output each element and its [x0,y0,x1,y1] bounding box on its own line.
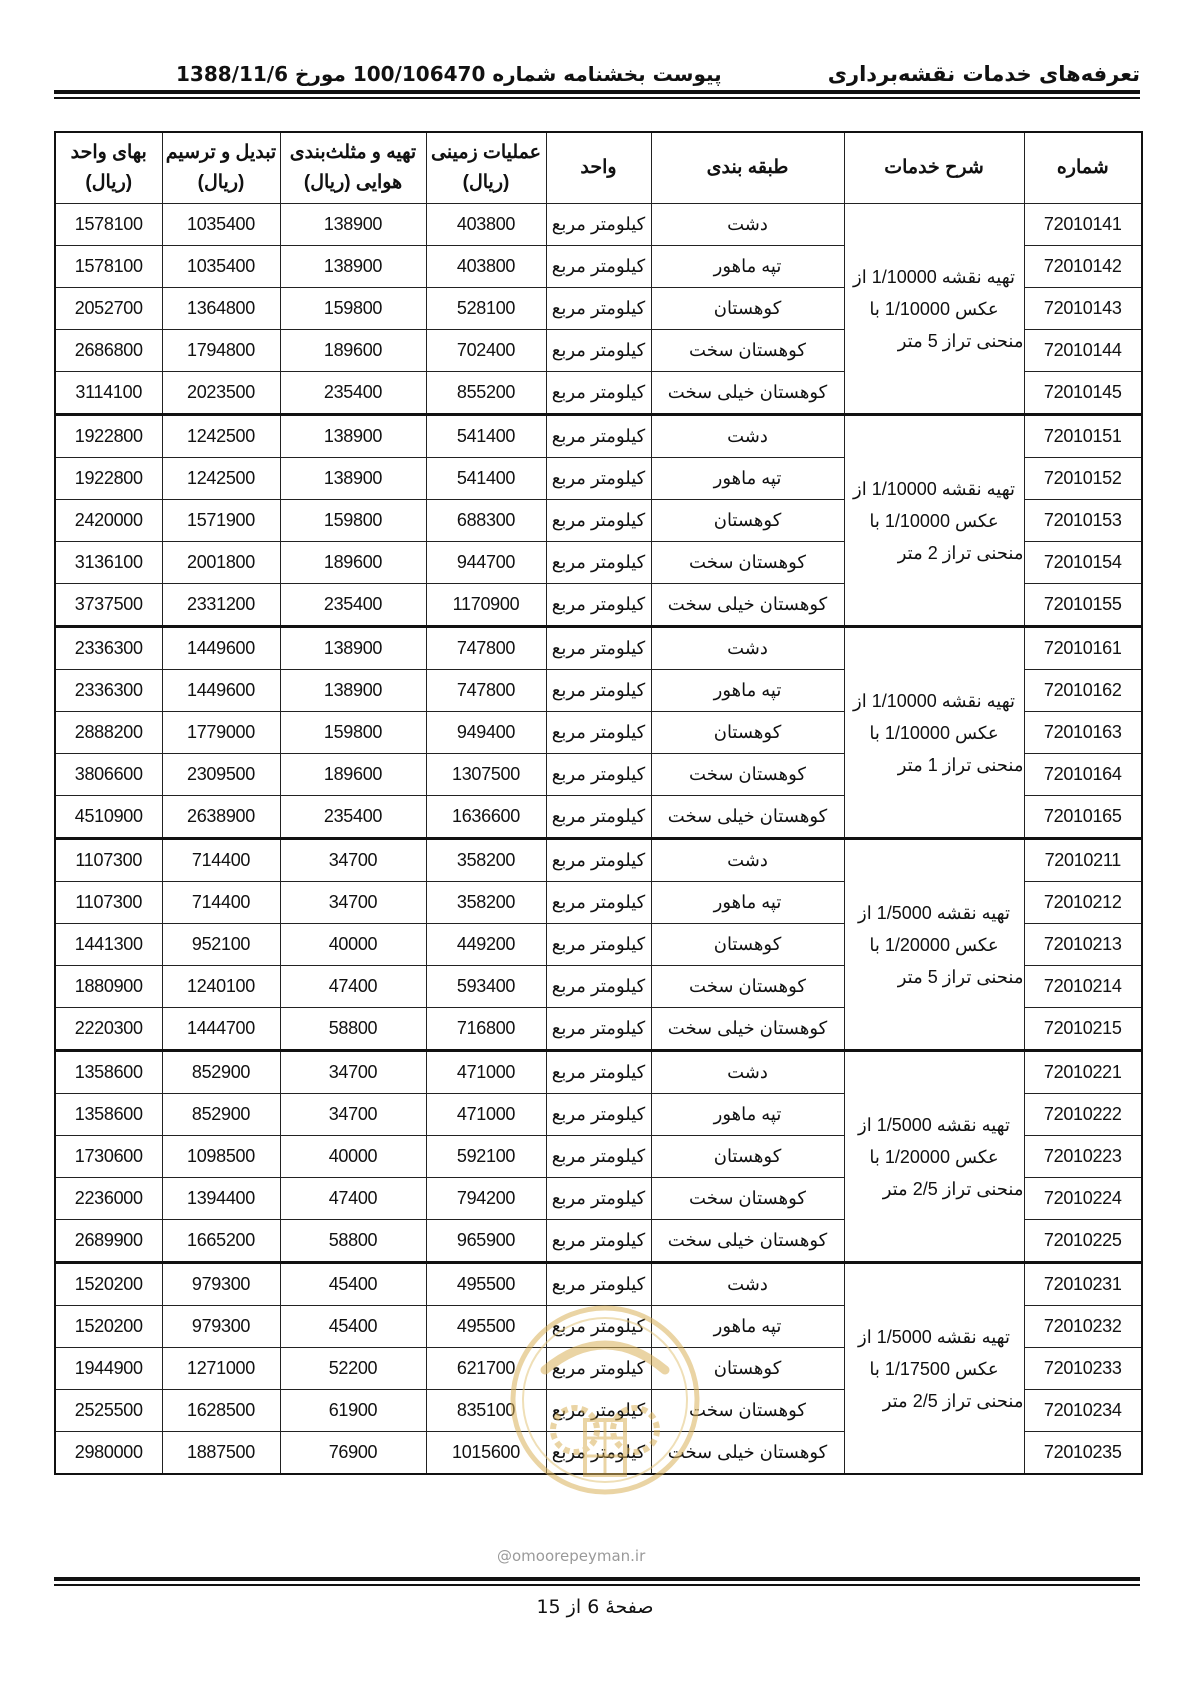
unit-price-cell: 1441300 [55,924,162,966]
drafting-cost-cell: 2309500 [162,754,280,796]
classification-cell: کوهستان خیلی سخت [651,796,844,839]
aerial-cost-cell: 61900 [280,1390,426,1432]
code-cell: 72010143 [1024,288,1142,330]
drafting-cost-cell: 852900 [162,1051,280,1094]
unit-cell: کیلومتر مربع [546,1263,651,1306]
drafting-cost-cell: 979300 [162,1306,280,1348]
service-description-cell: تهیه نقشه 1/10000 از عکس 1/10000 با منحنی تراز 2 متر [844,415,1024,627]
ground-ops-cell: 592100 [426,1136,546,1178]
code-cell: 72010215 [1024,1008,1142,1051]
unit-cell: کیلومتر مربع [546,204,651,246]
unit-price-cell: 2525500 [55,1390,162,1432]
unit-cell: کیلومتر مربع [546,1348,651,1390]
classification-cell: تپه ماهور [651,246,844,288]
classification-cell: کوهستان خیلی سخت [651,584,844,627]
code-cell: 72010231 [1024,1263,1142,1306]
unit-cell: کیلومتر مربع [546,1390,651,1432]
aerial-cost-cell: 58800 [280,1008,426,1051]
aerial-cost-cell: 45400 [280,1263,426,1306]
header-aerial: تهیه و مثلث‌بندی هوایی (ریال) [280,132,426,204]
classification-cell: کوهستان سخت [651,966,844,1008]
drafting-cost-cell: 1794800 [162,330,280,372]
unit-cell: کیلومتر مربع [546,839,651,882]
drafting-cost-cell: 852900 [162,1094,280,1136]
unit-price-cell: 2336300 [55,670,162,712]
aerial-cost-cell: 47400 [280,966,426,1008]
drafting-cost-cell: 1242500 [162,458,280,500]
classification-cell: تپه ماهور [651,882,844,924]
unit-price-cell: 1578100 [55,204,162,246]
classification-cell: دشت [651,1263,844,1306]
unit-cell: کیلومتر مربع [546,627,651,670]
aerial-cost-cell: 40000 [280,924,426,966]
watermark-site-text: @omoorepeyman.ir [497,1547,646,1565]
unit-price-cell: 1520200 [55,1306,162,1348]
table-row [55,1051,1142,1094]
drafting-cost-cell: 1449600 [162,627,280,670]
ground-ops-cell: 403800 [426,246,546,288]
attachment-reference: پیوست بخشنامه شماره 100/106470 مورخ 1388/11/6 [176,62,722,86]
classification-cell: کوهستان خیلی سخت [651,1008,844,1051]
code-cell: 72010225 [1024,1220,1142,1263]
header-drafting: تبدیل و ترسیم (ریال) [162,132,280,204]
aerial-cost-cell: 138900 [280,204,426,246]
aerial-cost-cell: 235400 [280,584,426,627]
unit-cell: کیلومتر مربع [546,584,651,627]
code-cell: 72010211 [1024,839,1142,882]
ground-ops-cell: 358200 [426,882,546,924]
unit-price-cell: 2980000 [55,1432,162,1475]
ground-ops-cell: 593400 [426,966,546,1008]
unit-price-cell: 2420000 [55,500,162,542]
unit-price-cell: 1358600 [55,1051,162,1094]
header-unit: واحد [546,132,651,204]
drafting-cost-cell: 1364800 [162,288,280,330]
ground-ops-cell: 495500 [426,1263,546,1306]
aerial-cost-cell: 138900 [280,458,426,500]
classification-cell: دشت [651,839,844,882]
aerial-cost-cell: 159800 [280,288,426,330]
classification-cell: کوهستان خیلی سخت [651,1432,844,1475]
classification-cell: تپه ماهور [651,1306,844,1348]
aerial-cost-cell: 34700 [280,882,426,924]
unit-price-cell: 1520200 [55,1263,162,1306]
ground-ops-cell: 358200 [426,839,546,882]
ground-ops-cell: 1636600 [426,796,546,839]
ground-ops-cell: 835100 [426,1390,546,1432]
drafting-cost-cell: 1271000 [162,1348,280,1390]
drafting-cost-cell: 1628500 [162,1390,280,1432]
drafting-cost-cell: 1240100 [162,966,280,1008]
aerial-cost-cell: 159800 [280,500,426,542]
unit-price-cell: 2689900 [55,1220,162,1263]
unit-cell: کیلومتر مربع [546,1094,651,1136]
classification-cell: دشت [651,627,844,670]
unit-price-cell: 2686800 [55,330,162,372]
code-cell: 72010224 [1024,1178,1142,1220]
service-description-cell: تهیه نقشه 1/10000 از عکس 1/10000 با منحنی تراز 1 متر [844,627,1024,839]
unit-cell: کیلومتر مربع [546,372,651,415]
unit-price-cell: 1922800 [55,458,162,500]
code-cell: 72010162 [1024,670,1142,712]
unit-price-cell: 3136100 [55,542,162,584]
unit-price-cell: 1358600 [55,1094,162,1136]
classification-cell: کوهستان [651,924,844,966]
unit-price-cell: 1578100 [55,246,162,288]
table-row [55,1263,1142,1306]
ground-ops-cell: 965900 [426,1220,546,1263]
table-row [55,839,1142,882]
classification-cell: کوهستان سخت [651,542,844,584]
unit-cell: کیلومتر مربع [546,1220,651,1263]
unit-price-cell: 3806600 [55,754,162,796]
aerial-cost-cell: 189600 [280,330,426,372]
aerial-cost-cell: 159800 [280,712,426,754]
classification-cell: تپه ماهور [651,670,844,712]
aerial-cost-cell: 47400 [280,1178,426,1220]
ground-ops-cell: 747800 [426,627,546,670]
code-cell: 72010144 [1024,330,1142,372]
table-header-row [55,132,1142,204]
unit-cell: کیلومتر مربع [546,1432,651,1475]
aerial-cost-cell: 138900 [280,246,426,288]
ground-ops-cell: 1170900 [426,584,546,627]
code-cell: 72010141 [1024,204,1142,246]
unit-cell: کیلومتر مربع [546,1178,651,1220]
aerial-cost-cell: 58800 [280,1220,426,1263]
classification-cell: کوهستان [651,1348,844,1390]
unit-cell: کیلومتر مربع [546,458,651,500]
classification-cell: کوهستان [651,288,844,330]
ground-ops-cell: 702400 [426,330,546,372]
ground-ops-cell: 794200 [426,1178,546,1220]
classification-cell: دشت [651,415,844,458]
code-cell: 72010163 [1024,712,1142,754]
drafting-cost-cell: 1571900 [162,500,280,542]
ground-ops-cell: 495500 [426,1306,546,1348]
aerial-cost-cell: 189600 [280,542,426,584]
ground-ops-cell: 621700 [426,1348,546,1390]
unit-cell: کیلومتر مربع [546,500,651,542]
drafting-cost-cell: 979300 [162,1263,280,1306]
aerial-cost-cell: 40000 [280,1136,426,1178]
drafting-cost-cell: 2331200 [162,584,280,627]
classification-cell: کوهستان [651,1136,844,1178]
aerial-cost-cell: 235400 [280,372,426,415]
classification-cell: کوهستان سخت [651,1390,844,1432]
code-cell: 72010165 [1024,796,1142,839]
header-unit-price: بهای واحد (ریال) [55,132,162,204]
unit-price-cell: 2888200 [55,712,162,754]
code-cell: 72010164 [1024,754,1142,796]
unit-cell: کیلومتر مربع [546,754,651,796]
unit-cell: کیلومتر مربع [546,415,651,458]
code-cell: 72010151 [1024,415,1142,458]
page-number: صفحهٔ 6 از 15 [536,1596,654,1618]
unit-cell: کیلومتر مربع [546,1051,651,1094]
unit-price-cell: 1107300 [55,839,162,882]
header-rule-thick [54,90,1140,94]
unit-cell: کیلومتر مربع [546,924,651,966]
unit-price-cell: 2052700 [55,288,162,330]
code-cell: 72010234 [1024,1390,1142,1432]
unit-cell: کیلومتر مربع [546,330,651,372]
ground-ops-cell: 1307500 [426,754,546,796]
unit-cell: کیلومتر مربع [546,966,651,1008]
unit-cell: کیلومتر مربع [546,1008,651,1051]
unit-price-cell: 2236000 [55,1178,162,1220]
unit-cell: کیلومتر مربع [546,542,651,584]
service-description-cell: تهیه نقشه 1/10000 از عکس 1/10000 با منحنی تراز 5 متر [844,204,1024,415]
header-code: شماره [1024,132,1142,204]
classification-cell: دشت [651,204,844,246]
classification-cell: کوهستان خیلی سخت [651,372,844,415]
document-title: تعرفه‌های خدمات نقشه‌برداری [827,62,1140,86]
classification-cell: تپه ماهور [651,1094,844,1136]
unit-price-cell: 3737500 [55,584,162,627]
drafting-cost-cell: 714400 [162,882,280,924]
ground-ops-cell: 541400 [426,415,546,458]
drafting-cost-cell: 2001800 [162,542,280,584]
code-cell: 72010221 [1024,1051,1142,1094]
ground-ops-cell: 716800 [426,1008,546,1051]
code-cell: 72010213 [1024,924,1142,966]
header-ground-ops: عملیات زمینی (ریال) [426,132,546,204]
ground-ops-cell: 471000 [426,1094,546,1136]
unit-cell: کیلومتر مربع [546,288,651,330]
unit-price-cell: 1730600 [55,1136,162,1178]
service-description-cell: تهیه نقشه 1/5000 از عکس 1/20000 با منحنی تراز 5 متر [844,839,1024,1051]
aerial-cost-cell: 138900 [280,627,426,670]
table-row [55,415,1142,458]
unit-price-cell: 4510900 [55,796,162,839]
code-cell: 72010214 [1024,966,1142,1008]
aerial-cost-cell: 34700 [280,1051,426,1094]
drafting-cost-cell: 1035400 [162,246,280,288]
code-cell: 72010154 [1024,542,1142,584]
drafting-cost-cell: 1665200 [162,1220,280,1263]
aerial-cost-cell: 189600 [280,754,426,796]
classification-cell: کوهستان سخت [651,1178,844,1220]
unit-price-cell: 1922800 [55,415,162,458]
drafting-cost-cell: 952100 [162,924,280,966]
drafting-cost-cell: 1242500 [162,415,280,458]
code-cell: 72010153 [1024,500,1142,542]
drafting-cost-cell: 1394400 [162,1178,280,1220]
code-cell: 72010223 [1024,1136,1142,1178]
aerial-cost-cell: 34700 [280,1094,426,1136]
unit-price-cell: 2220300 [55,1008,162,1051]
ground-ops-cell: 1015600 [426,1432,546,1475]
drafting-cost-cell: 1449600 [162,670,280,712]
classification-cell: کوهستان [651,500,844,542]
drafting-cost-cell: 714400 [162,839,280,882]
footer-rule-thick [54,1577,1140,1581]
code-cell: 72010145 [1024,372,1142,415]
unit-cell: کیلومتر مربع [546,712,651,754]
classification-cell: تپه ماهور [651,458,844,500]
classification-cell: کوهستان سخت [651,754,844,796]
drafting-cost-cell: 1444700 [162,1008,280,1051]
code-cell: 72010155 [1024,584,1142,627]
ground-ops-cell: 541400 [426,458,546,500]
ground-ops-cell: 949400 [426,712,546,754]
ground-ops-cell: 528100 [426,288,546,330]
unit-price-cell: 1107300 [55,882,162,924]
header-description: شرح خدمات [844,132,1024,204]
drafting-cost-cell: 2638900 [162,796,280,839]
drafting-cost-cell: 1779000 [162,712,280,754]
service-description-cell: تهیه نقشه 1/5000 از عکس 1/17500 با منحنی تراز 2/5 متر [844,1263,1024,1475]
code-cell: 72010142 [1024,246,1142,288]
code-cell: 72010161 [1024,627,1142,670]
code-cell: 72010152 [1024,458,1142,500]
unit-cell: کیلومتر مربع [546,1136,651,1178]
unit-cell: کیلومتر مربع [546,796,651,839]
classification-cell: کوهستان خیلی سخت [651,1220,844,1263]
header-rule-thin [54,97,1140,99]
ground-ops-cell: 449200 [426,924,546,966]
unit-cell: کیلومتر مربع [546,1306,651,1348]
aerial-cost-cell: 76900 [280,1432,426,1475]
aerial-cost-cell: 34700 [280,839,426,882]
unit-price-cell: 1944900 [55,1348,162,1390]
classification-cell: دشت [651,1051,844,1094]
unit-cell: کیلومتر مربع [546,246,651,288]
drafting-cost-cell: 1887500 [162,1432,280,1475]
unit-cell: کیلومتر مربع [546,670,651,712]
ground-ops-cell: 403800 [426,204,546,246]
unit-price-cell: 2336300 [55,627,162,670]
code-cell: 72010212 [1024,882,1142,924]
header-classification: طبقه بندی [651,132,844,204]
code-cell: 72010222 [1024,1094,1142,1136]
ground-ops-cell: 855200 [426,372,546,415]
aerial-cost-cell: 138900 [280,415,426,458]
drafting-cost-cell: 1035400 [162,204,280,246]
ground-ops-cell: 747800 [426,670,546,712]
drafting-cost-cell: 2023500 [162,372,280,415]
code-cell: 72010233 [1024,1348,1142,1390]
aerial-cost-cell: 45400 [280,1306,426,1348]
ground-ops-cell: 471000 [426,1051,546,1094]
unit-price-cell: 3114100 [55,372,162,415]
table-row [55,204,1142,246]
ground-ops-cell: 688300 [426,500,546,542]
aerial-cost-cell: 52200 [280,1348,426,1390]
unit-price-cell: 1880900 [55,966,162,1008]
classification-cell: کوهستان [651,712,844,754]
table-row [55,627,1142,670]
code-cell: 72010232 [1024,1306,1142,1348]
tariff-table [54,131,1143,1475]
drafting-cost-cell: 1098500 [162,1136,280,1178]
ground-ops-cell: 944700 [426,542,546,584]
code-cell: 72010235 [1024,1432,1142,1475]
unit-cell: کیلومتر مربع [546,882,651,924]
aerial-cost-cell: 138900 [280,670,426,712]
footer-rule-thin [54,1584,1140,1586]
aerial-cost-cell: 235400 [280,796,426,839]
service-description-cell: تهیه نقشه 1/5000 از عکس 1/20000 با منحنی تراز 2/5 متر [844,1051,1024,1263]
classification-cell: کوهستان سخت [651,330,844,372]
